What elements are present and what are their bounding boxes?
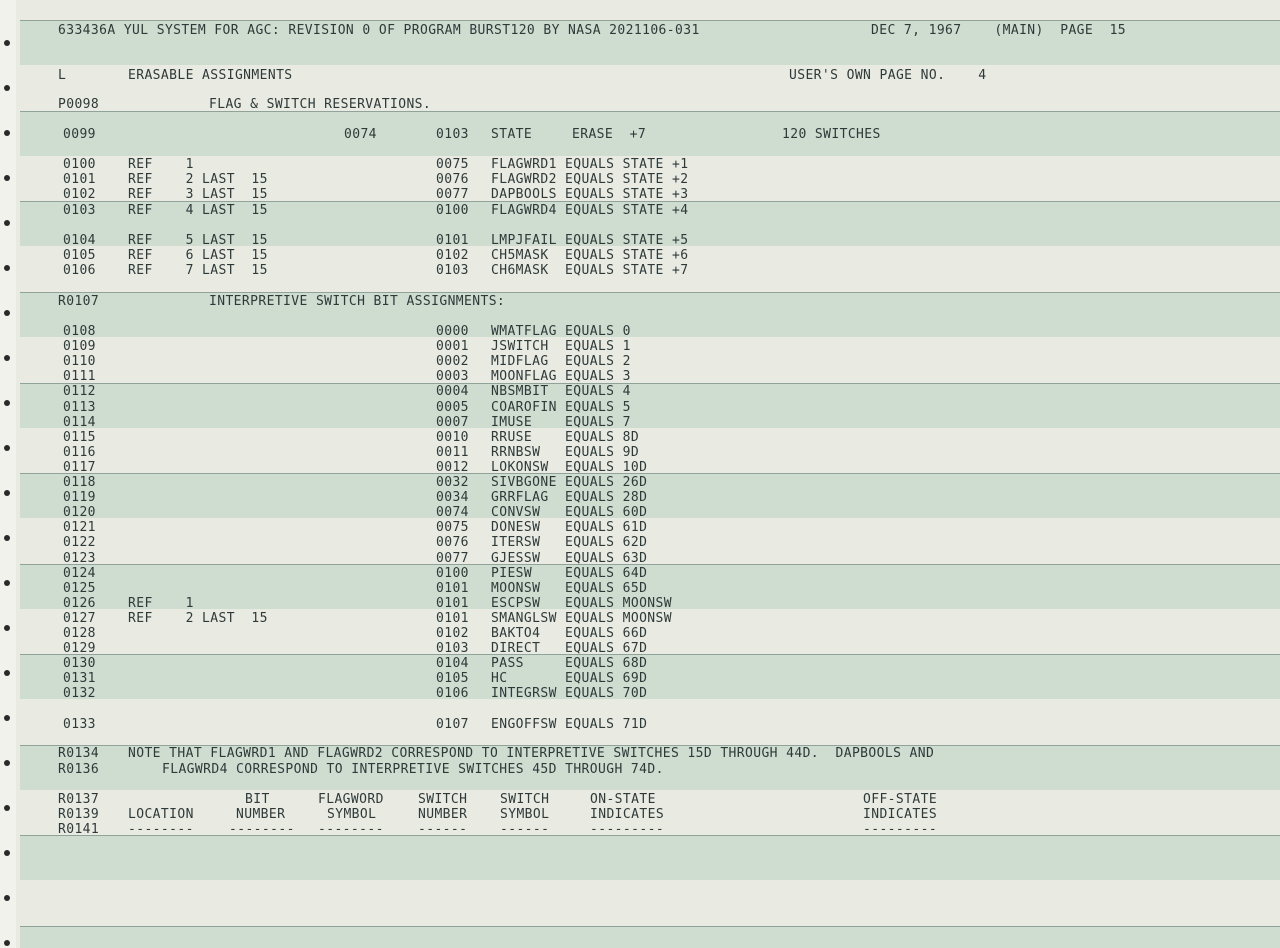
row-addr: 0100 [436,565,469,581]
section2-title: INTERPRETIVE SWITCH BIT ASSIGNMENTS: [209,294,506,309]
col-on-state-label-1: ON-STATE [590,792,656,807]
greenbar-band [20,835,1280,880]
row-addr: 0074 [436,505,469,521]
feed-hole [4,175,10,181]
feed-hole [4,805,10,811]
row-0133-code: ENGOFFSW EQUALS 71D [491,717,648,732]
greenbar-rule [20,926,1280,927]
row-line-no: 0105 [63,248,96,263]
row-code: LOKONSW EQUALS 10D [491,459,648,475]
row-code: BAKTO4 EQUALS 66D [491,626,648,641]
tractor-feed-strip [0,0,16,948]
row-addr: 0101 [436,580,469,596]
row-line-no: 0110 [63,354,96,370]
row-addr: 0101 [436,233,469,248]
row-line-no: 0104 [63,233,96,248]
col-off-state-dash: --------- [863,822,938,837]
row-line-no: 0119 [63,490,96,506]
subheader-page-no: USER'S OWN PAGE NO. 4 [789,68,987,83]
col-bit-label-1: BIT [245,792,270,807]
feed-hole [4,355,10,361]
feed-hole [4,445,10,451]
row-line-no: 0129 [63,641,96,657]
row-ref: REF 1 [128,157,194,172]
col-bit-label-2: NUMBER [236,807,286,822]
feed-hole [4,625,10,631]
row-addr: 0101 [436,610,469,626]
row-line-no: 0111 [63,369,96,385]
row-ref: REF 2 LAST 15 [128,172,268,187]
row-code: RRUSE EQUALS 8D [491,429,640,445]
greenbar-rule [20,292,1280,293]
row-addr: 0034 [436,490,469,506]
row-line-no: 0116 [63,444,96,460]
row-code: DIRECT EQUALS 67D [491,641,648,657]
stmt-comment: 120 SWITCHES [782,127,881,142]
section1-line-no: P0098 [58,97,100,112]
row-code: MOONSW EQUALS 65D [491,580,648,596]
note-line2-no: R0136 [58,762,100,777]
greenbar-band [20,654,1280,702]
row-ref: REF 2 LAST 15 [128,610,268,626]
row-code: ITERSW EQUALS 62D [491,535,648,551]
row-addr: 0032 [436,475,469,490]
row-addr: 0003 [436,369,469,385]
row-code: IMUSE EQUALS 7 [491,414,631,430]
row-code: COAROFIN EQUALS 5 [491,399,631,415]
col-switch-number-dash: ------ [418,822,468,837]
row-code: DAPBOOLS EQUALS STATE +3 [491,187,689,202]
row-addr: 0105 [436,671,469,687]
row-addr: 0075 [436,157,469,172]
col-off-state-label-1: OFF-STATE [863,792,938,807]
row-addr: 0076 [436,535,469,551]
section1-title: FLAG & SWITCH RESERVATIONS. [209,97,432,112]
row-line-no: 0126 [63,595,96,611]
feed-hole [4,580,10,586]
feed-hole [4,535,10,541]
row-line-no: 0101 [63,172,96,187]
feed-hole [4,130,10,136]
row-line-no: 0113 [63,399,96,415]
col-flagword-label-1: FLAGWORD [318,792,384,807]
row-addr: 0001 [436,339,469,355]
col-switch-number-label-1: SWITCH [418,792,468,807]
col-line-no-3: R0141 [58,822,100,837]
row-addr: 0076 [436,172,469,187]
feed-hole [4,400,10,406]
row-line-no: 0122 [63,535,96,551]
row-code: INTEGRSW EQUALS 70D [491,686,648,702]
greenbar-band [20,473,1280,521]
row-0133-addr: 0107 [436,717,469,732]
row-ref: REF 4 LAST 15 [128,203,268,218]
row-ref: REF 1 [128,595,194,611]
feed-hole [4,760,10,766]
row-code: ESCPSW EQUALS MOONSW [491,595,672,611]
row-addr: 0077 [436,187,469,202]
row-line-no: 0121 [63,520,96,536]
greenbar-rule [20,383,1280,384]
feed-hole [4,670,10,676]
subheader-title: ERASABLE ASSIGNMENTS [128,68,293,83]
greenbar-rule [20,564,1280,565]
row-code: DONESW EQUALS 61D [491,520,648,536]
row-0133-line-no: 0133 [63,717,96,732]
row-addr: 0077 [436,550,469,566]
col-flagword-dash: -------- [318,822,384,837]
row-addr: 0104 [436,656,469,672]
col-line-no-1: R0137 [58,792,100,807]
row-code: WMATFLAG EQUALS 0 [491,324,631,339]
row-line-no: 0112 [63,384,96,400]
row-line-no: 0103 [63,203,96,218]
row-line-no: 0117 [63,459,96,475]
row-addr: 0100 [436,203,469,218]
stmt-ref: 0074 [344,127,377,142]
col-switch-number-label-2: NUMBER [418,807,468,822]
row-code: FLAGWRD4 EQUALS STATE +4 [491,203,689,218]
feed-hole [4,220,10,226]
row-addr: 0012 [436,459,469,475]
stmt-symbol: STATE [491,127,533,142]
row-code: RRNBSW EQUALS 9D [491,444,640,460]
col-location-dash: -------- [128,822,194,837]
row-code: SMANGLSW EQUALS MOONSW [491,610,672,626]
row-addr: 0075 [436,520,469,536]
row-code: CH6MASK EQUALS STATE +7 [491,263,689,278]
col-line-no-2: R0139 [58,807,100,822]
feed-hole [4,715,10,721]
row-addr: 0101 [436,595,469,611]
row-code: FLAGWRD2 EQUALS STATE +2 [491,172,689,187]
row-code: MIDFLAG EQUALS 2 [491,354,631,370]
stmt-line-no: 0099 [63,127,96,142]
row-addr: 0011 [436,444,469,460]
row-addr: 0010 [436,429,469,445]
stmt-op: ERASE +7 [572,127,647,142]
row-code: LMPJFAIL EQUALS STATE +5 [491,233,689,248]
row-addr: 0007 [436,414,469,430]
page-header-title: 633436A YUL SYSTEM FOR AGC: REVISION 0 OF PROGRAM BURST120 BY NASA 2021106-031 [58,23,700,38]
row-line-no: 0120 [63,505,96,521]
row-line-no: 0124 [63,565,96,581]
feed-hole [4,940,10,946]
note-line1: NOTE THAT FLAGWRD1 AND FLAGWRD2 CORRESPOND TO INTERPRETIVE SWITCHES 15D THROUGH 44D. DAPBOOLS AND [128,746,935,761]
note-line2: FLAGWRD4 CORRESPOND TO INTERPRETIVE SWITCHES 45D THROUGH 74D. [162,762,664,777]
row-ref: REF 3 LAST 15 [128,187,268,202]
row-ref: REF 6 LAST 15 [128,248,268,263]
row-line-no: 0123 [63,550,96,566]
row-code: PIESW EQUALS 64D [491,565,648,581]
feed-hole [4,265,10,271]
row-line-no: 0128 [63,626,96,641]
row-addr: 0000 [436,324,469,339]
row-addr: 0002 [436,354,469,370]
feed-hole [4,85,10,91]
row-code: FLAGWRD1 EQUALS STATE +1 [491,157,689,172]
row-addr: 0004 [436,384,469,400]
row-line-no: 0115 [63,429,96,445]
col-switch-symbol-label-1: SWITCH [500,792,550,807]
row-line-no: 0130 [63,656,96,672]
row-addr: 0103 [436,641,469,657]
row-code: GRRFLAG EQUALS 28D [491,490,648,506]
greenbar-band [20,926,1280,948]
row-code: GJESSW EQUALS 63D [491,550,648,566]
greenbar-band [20,383,1280,428]
row-line-no: 0100 [63,157,96,172]
row-code: JSWITCH EQUALS 1 [491,339,631,355]
col-off-state-label-2: INDICATES [863,807,938,822]
col-on-state-label-2: INDICATES [590,807,665,822]
feed-hole [4,310,10,316]
row-code: CONVSW EQUALS 60D [491,505,648,521]
row-addr: 0102 [436,248,469,263]
row-code: MOONFLAG EQUALS 3 [491,369,631,385]
greenbar-rule [20,473,1280,474]
feed-hole [4,40,10,46]
col-switch-symbol-dash: ------ [500,822,550,837]
row-line-no: 0106 [63,263,96,278]
col-on-state-dash: --------- [590,822,665,837]
row-ref: REF 5 LAST 15 [128,233,268,248]
row-code: SIVBGONE EQUALS 26D [491,475,648,490]
row-line-no: 0114 [63,414,96,430]
row-line-no: 0118 [63,475,96,490]
row-code: HC EQUALS 69D [491,671,648,687]
row-addr: 0106 [436,686,469,702]
feed-hole [4,895,10,901]
col-location-label: LOCATION [128,807,194,822]
row-line-no: 0132 [63,686,96,702]
row-addr: 0005 [436,399,469,415]
row-line-no: 0102 [63,187,96,202]
row-addr: 0103 [436,263,469,278]
greenbar-band [20,111,1280,156]
greenbar-rule [20,20,1280,21]
subheader-code: L [58,68,67,83]
row-ref: REF 7 LAST 15 [128,263,268,278]
col-flagword-label-2: SYMBOL [327,807,377,822]
row-code: CH5MASK EQUALS STATE +6 [491,248,689,263]
page-header-date: DEC 7, 1967 (MAIN) PAGE 15 [871,23,1127,38]
row-code: PASS EQUALS 68D [491,656,648,672]
row-code: NBSMBIT EQUALS 4 [491,384,631,400]
row-addr: 0102 [436,626,469,641]
row-line-no: 0109 [63,339,96,355]
row-line-no: 0131 [63,671,96,687]
note-line1-no: R0134 [58,746,100,761]
stmt-addr: 0103 [436,127,469,142]
col-switch-symbol-label-2: SYMBOL [500,807,550,822]
row-line-no: 0108 [63,324,96,339]
section2-line-no: R0107 [58,294,100,309]
greenbar-rule [20,654,1280,655]
row-line-no: 0127 [63,610,96,626]
col-bit-dash: -------- [229,822,295,837]
row-line-no: 0125 [63,580,96,596]
feed-hole [4,850,10,856]
feed-hole [4,490,10,496]
